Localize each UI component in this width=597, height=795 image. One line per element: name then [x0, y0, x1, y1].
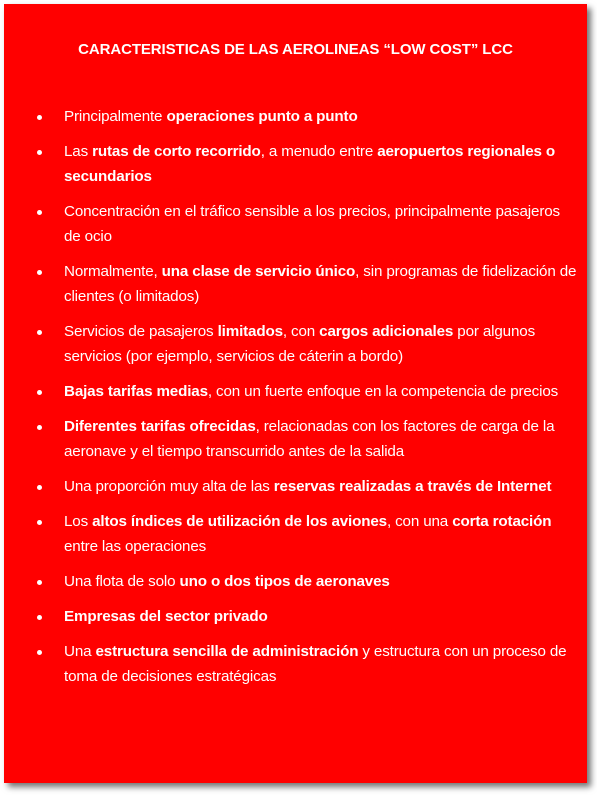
bullet-icon: [37, 210, 42, 215]
page-title: CARACTERISTICAS DE LAS AEROLINEAS “LOW COST” LCC: [78, 41, 513, 58]
list-item: [4, 379, 587, 404]
list-item: [4, 414, 587, 464]
bullet-icon: [37, 580, 42, 585]
list-item-text: , con una: [386, 513, 453, 530]
bullet-icon: [37, 330, 42, 335]
list-item: [4, 604, 587, 629]
list-item-text: y estructura con un proceso de toma de decisiones estratégicas: [64, 643, 567, 685]
list-item-text: , sin programas de fidelización de clientes (o limitados): [64, 263, 577, 305]
list-item-bold-text: cargos adicionales: [319, 323, 454, 340]
list-item: [4, 259, 587, 309]
bullet-icon: [37, 115, 42, 120]
list-item: [4, 474, 587, 499]
list-item: [4, 104, 587, 129]
content-panel: [4, 4, 587, 783]
list-item-text: Principalmente: [64, 108, 167, 125]
list-item-bold-text: corta rotación: [452, 513, 552, 530]
bullet-icon: [37, 650, 42, 655]
list-item-text: Concentración en el tráfico sensible a los precios, principalmente pasajeros de ocio: [64, 203, 560, 245]
list-item-bold-text: operaciones punto a punto: [166, 108, 358, 125]
bullet-icon: [37, 615, 42, 620]
list-item-text: Los: [64, 513, 93, 530]
bullet-icon: [37, 485, 42, 490]
list-item-bold-text: aeropuertos regionales o secundarios: [64, 143, 556, 185]
list-item: [4, 509, 587, 559]
list-item-text: Una: [64, 643, 96, 660]
list-item: [4, 569, 587, 594]
list-item-bold-text: uno o dos tipos de aeronaves: [179, 573, 390, 590]
bullet-icon: [37, 270, 42, 275]
list-item-bold-text: reservas realizadas a través de Internet: [273, 478, 552, 495]
list-item-text: Una proporción muy alta de las: [64, 478, 274, 495]
list-item-text: por algunos servicios (por ejemplo, servicios de cáterin a bordo): [64, 323, 536, 365]
list-item-text: Normalmente,: [64, 263, 162, 280]
bullet-icon: [37, 520, 42, 525]
list-item-text: Una flota de solo: [64, 573, 180, 590]
list-item-text: Servicios de pasajeros: [64, 323, 218, 340]
list-item-text: Las: [64, 143, 93, 160]
list-item-text: entre las operaciones: [64, 538, 207, 555]
list-item-bold-text: altos índices de utilización de los aviones: [92, 513, 387, 530]
list-item-bold-text: rutas de corto recorrido: [92, 143, 261, 160]
bullet-icon: [37, 390, 42, 395]
bullet-icon: [37, 425, 42, 430]
list-item: [4, 639, 587, 689]
list-item-bold-text: Diferentes tarifas ofrecidas: [64, 418, 256, 435]
list-item-bold-text: Bajas tarifas medias: [64, 383, 208, 400]
features-list: [4, 104, 587, 699]
list-item-text: , relacionadas con los factores de carga de la aeronave y el tiempo transcurrido antes de la salida: [64, 418, 555, 460]
bullet-icon: [37, 150, 42, 155]
list-item: [4, 199, 587, 249]
list-item: [4, 319, 587, 369]
list-item-text: , con: [282, 323, 320, 340]
list-item-bold-text: estructura sencilla de administración: [95, 643, 359, 660]
list-item-bold-text: limitados: [217, 323, 283, 340]
list-item-bold-text: una clase de servicio único: [161, 263, 356, 280]
list-item-text: , con un fuerte enfoque en la competencia de precios: [207, 383, 559, 400]
list-item-bold-text: Empresas del sector privado: [64, 608, 268, 625]
list-item: [4, 139, 587, 189]
list-item-text: , a menudo entre: [260, 143, 378, 160]
